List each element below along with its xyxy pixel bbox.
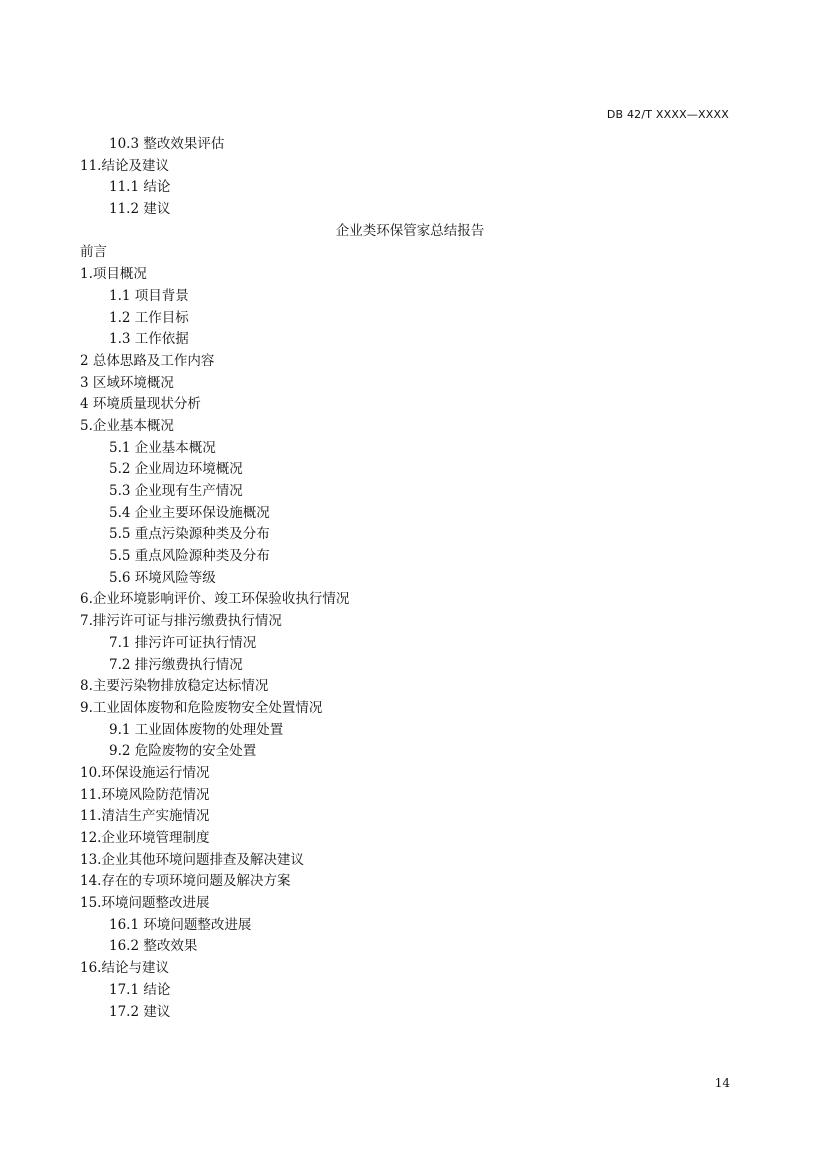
toc-entry-7-1: 7.1 排污许可证执行情况 <box>109 634 257 651</box>
toc-entry-15: 15.环境问题整改进展 <box>80 895 210 912</box>
section-title: 企业类环保管家总结报告 <box>335 222 485 239</box>
toc-entry-17-2: 17.2 建议 <box>109 1003 171 1020</box>
toc-entry-17-1: 17.1 结论 <box>109 981 171 998</box>
toc-entry-10-3: 10.3 整改效果评估 <box>109 136 225 152</box>
toc-entry-9-1: 9.1 工业固体废物的处理处置 <box>109 721 284 738</box>
toc-entry-11: 11.结论及建议 <box>80 157 169 174</box>
page-number: 14 <box>714 1076 730 1090</box>
toc-entry-16: 16.结论与建议 <box>80 960 169 977</box>
toc-entry-1: 1.项目概况 <box>80 266 147 283</box>
toc-entry-7: 7.排污许可证与排污缴费执行情况 <box>80 613 282 630</box>
toc-entry-11-1: 11.1 结论 <box>109 179 171 196</box>
toc-entry-1-1: 1.1 项目背景 <box>109 287 189 304</box>
toc-entry-16-1: 16.1 环境问题整改进展 <box>109 916 252 933</box>
table-of-contents <box>80 134 740 1023</box>
toc-entry-11-risk: 11.环境风险防范情况 <box>80 786 210 803</box>
toc-entry-5: 5.企业基本概况 <box>80 417 174 434</box>
toc-entry-7-2: 7.2 排污缴费执行情况 <box>109 656 243 673</box>
document-standard-code: DB 42/T XXXX—XXXX <box>606 108 729 121</box>
toc-entry-4: 4 环境质量现状分析 <box>80 396 201 413</box>
toc-entry-16-2: 16.2 整改效果 <box>109 938 198 955</box>
toc-entry-5-3: 5.3 企业现有生产情况 <box>109 483 243 499</box>
toc-entry-5-5-risk: 5.5 重点风险源种类及分布 <box>109 548 270 565</box>
toc-entry-8: 8.主要污染物排放稳定达标情况 <box>80 678 269 695</box>
toc-entry-3: 3 区域环境概况 <box>80 374 174 391</box>
toc-entry-preface: 前言 <box>80 244 107 261</box>
toc-entry-5-4: 5.4 企业主要环保设施概况 <box>109 504 270 521</box>
toc-entry-10: 10.环保设施运行情况 <box>80 764 210 781</box>
toc-entry-5-1: 5.1 企业基本概况 <box>109 439 216 456</box>
toc-entry-6: 6.企业环境影响评价、竣工环保验收执行情况 <box>80 591 350 608</box>
toc-entry-12: 12.企业环境管理制度 <box>80 830 210 846</box>
toc-entry-1-3: 1.3 工作依据 <box>109 331 189 348</box>
toc-entry-9-2: 9.2 危险废物的安全处置 <box>109 743 257 760</box>
toc-entry-2: 2 总体思路及工作内容 <box>80 352 215 369</box>
toc-entry-9: 9.工业固体废物和危险废物安全处置情况 <box>80 699 323 716</box>
toc-entry-11-2: 11.2 建议 <box>109 201 171 218</box>
toc-entry-5-5-pollution: 5.5 重点污染源种类及分布 <box>109 526 270 543</box>
toc-entry-13: 13.企业其他环境问题排查及解决建议 <box>80 851 304 868</box>
toc-entry-11-cleaner: 11.清洁生产实施情况 <box>80 808 210 825</box>
toc-entry-5-2: 5.2 企业周边环境概况 <box>109 461 243 478</box>
toc-entry-14: 14.存在的专项环境问题及解决方案 <box>80 873 291 890</box>
toc-entry-1-2: 1.2 工作目标 <box>109 309 189 326</box>
toc-entry-5-6: 5.6 环境风险等级 <box>109 569 216 586</box>
